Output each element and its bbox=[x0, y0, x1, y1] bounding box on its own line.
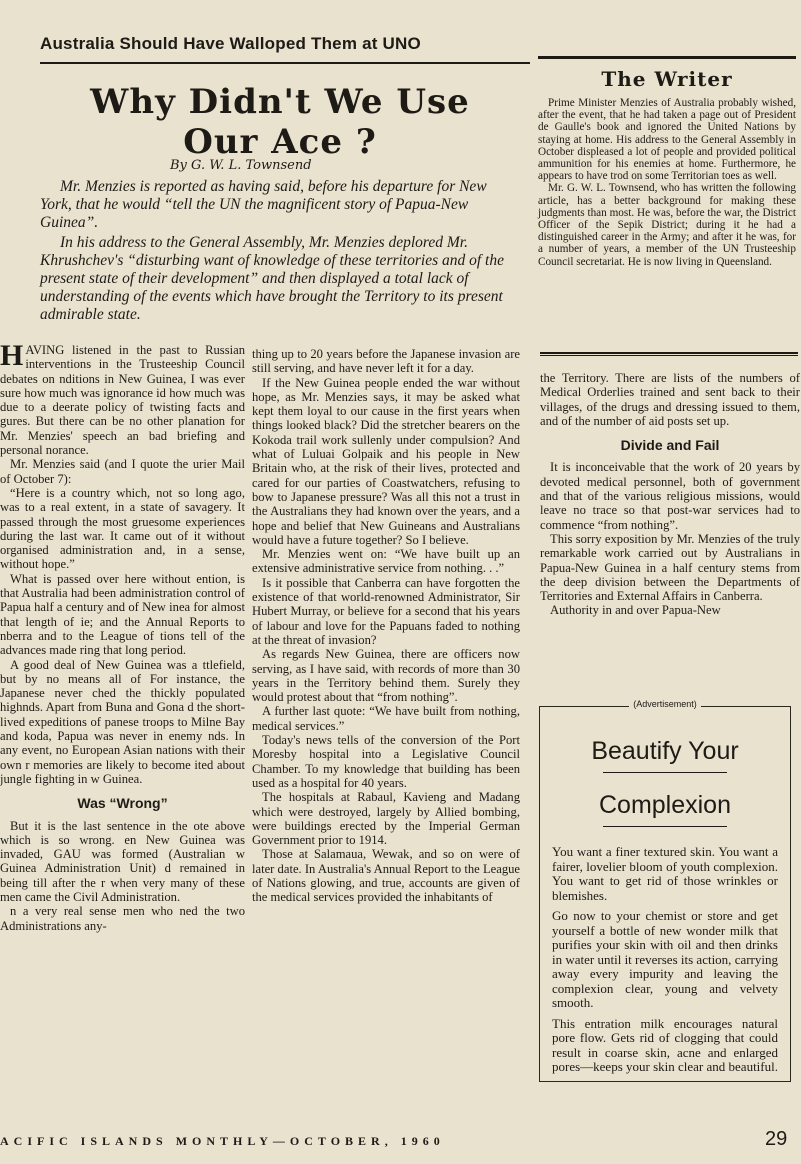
article-paragraph: A further last quote: “We have built from nothing, medical services.” bbox=[252, 704, 520, 733]
kicker-rule bbox=[40, 62, 530, 64]
subheading: Was “Wrong” bbox=[77, 795, 168, 812]
article-paragraph: Mr. Menzies said (and I quote the urier Mail of October 7): bbox=[0, 457, 245, 486]
ad-body bbox=[552, 845, 778, 1075]
writer-rule bbox=[540, 352, 798, 356]
article-paragraph: The hospitals at Rabaul, Kavieng and Madang which were destroyed, largely by Allied bombing, were buildings erected by the Imperial German Government prior to 1914. bbox=[252, 790, 520, 848]
article-paragraph: It is inconceivable that the work of 20 years by devoted medical personnel, both of government and that of the various religious missions, would leave no trace so that post-war services had to commence “from nothing”. bbox=[540, 460, 800, 532]
writer-title: The Writer bbox=[601, 67, 733, 91]
article-paragraph: If the New Guinea people ended the war without hope, as Mr. Menzies says, it may be asked what kept them loyal to our cause in the first years when things looked black? Did the stretcher bearers on the Kokoda trail work sullenly under compulsion? And what of Luluai Golpaik and his people in New Britain who, at the risk of their lives, protected and cared for our parties of Coastwatchers, refusing to bow to Japanese pressure? Was all this not a trust in the Australians they had known over the years, and a hope and belief that New Guineans and Australians would have a future together? So I believe. bbox=[252, 375, 520, 547]
article-paragraph: But it is the last sentence in the ote above which is so wrong. en New Guinea was invaded, GAU was formed (Australian w Guinea Administration Unit) d remained in being till after the r when very many of these men came the Civil Administration. bbox=[0, 818, 245, 904]
article-paragraph: Is it possible that Canberra can have forgotten the existence of that world-renowned Administrator, Sir Hubert Murray, or believe for a second that his years of labour and love for the Papuans faded to nothing at the threat of invasion? bbox=[252, 575, 520, 647]
standfirst-paragraph: In his address to the General Assembly, Mr. Menzies deplored Mr. Khrushchev's “disturbing want of knowledge of these territories and of the present state of their development” and then displayed a total lack of understanding of the events which have brought the Territory to its present admirable state. bbox=[40, 234, 504, 323]
article-paragraph: Today's news tells of the conversion of the Port Moresby hospital into a Legislative Council Chamber. To my knowledge that building has been used as a hospital for 40 years. bbox=[252, 733, 520, 790]
article-paragraph: This sorry exposition by Mr. Menzies of the truly remarkable work carried out by Australians in Papua-New Guinea in a half century stems from the deep division between the Departments of Territories and External Affairs in Canberra. bbox=[540, 531, 800, 604]
ad-divider bbox=[603, 772, 727, 773]
article-paragraph bbox=[0, 339, 245, 458]
article-title: Why Didn't We Use Our Ace ? bbox=[90, 82, 470, 162]
page-number: 29 bbox=[765, 1128, 788, 1150]
standfirst bbox=[40, 178, 515, 326]
article-paragraph: thing up to 20 years before the Japanese invasion are still serving, and have never left it for a day. bbox=[252, 347, 520, 376]
ad-headline: Complexion bbox=[598, 791, 731, 819]
writer-paragraph: Prime Minister Menzies of Australia probably wished, after the event, that he had taken a page out of President de Gaulle's book and ignored the United Nations by staying at home. His address to the General Assembly in October displeased a lot of people and provided political ammunition for his enemies at home. Furthermore, he appears to have trod on some Territorian toes as well. bbox=[538, 97, 796, 183]
article-paragraph: n a very real sense men who ned the two Administrations any- bbox=[0, 904, 245, 933]
footer-publication: ACIFIC ISLANDS MONTHLY—OCTOBER, 1960 bbox=[0, 1134, 445, 1148]
writer-box bbox=[538, 56, 796, 268]
ad-paragraph: You want a finer textured skin. You want a fairer, lovelier bloom of youth complexion. You want to get rid of those wrinkles or blemishes. bbox=[552, 844, 778, 903]
ad-paragraph: Go now to your chemist or store and get yourself a bottle of new wonder milk that purifies your skin with oil and then drinks in water until it reverses its action, carrying away every impurity and leaving the complexion clear, young and velvety smooth. bbox=[552, 908, 778, 1010]
writer-paragraph: Mr. G. W. L. Townsend, who has written the following article, has a better background for making these judgments than most. He was, before the war, the District Officer of the Sepik District; during it he had a distinguished career in the Army; and after it he was, for a number of years, a member of the UN Trusteeship Council secretariat. He is now living in Queensland. bbox=[538, 182, 796, 268]
column-left bbox=[0, 339, 245, 933]
advertisement-label: (Advertisement) bbox=[629, 699, 701, 709]
article-paragraph: A good deal of New Guinea was a ttlefield, but by no means all of For instance, the Japanese never ched the thickly populated highnds. Apart from Buna and Gona d the short-lived expeditions of panese troops to Milne Bay and koda, Papua was never in enemy nds. In any event, no European Asian nations with their own r memories are likely to become ited about jungle fighting in w Guinea. bbox=[0, 657, 245, 786]
subheading: Divide and Fail bbox=[620, 437, 720, 454]
article-paragraph: Mr. Menzies went on: “We have built up an extensive administrative service from nothing. . .” bbox=[252, 547, 520, 576]
article-paragraph: the Territory. There are lists of the numbers of Medical Orderlies trained and sent back to their villages, of the drugs and dressing issued to them, and of the number of aid posts set up. bbox=[540, 371, 800, 428]
article-paragraph: Authority in and over Papua-New bbox=[550, 603, 721, 618]
byline: By G. W. L. Townsend bbox=[170, 158, 312, 173]
standfirst-paragraph: Mr. Menzies is reported as having said, before his departure for New York, that he would “tell the UN the magnificent story of Papua-New Guinea”. bbox=[40, 178, 487, 231]
column-middle bbox=[252, 347, 520, 905]
advertisement-box bbox=[539, 699, 791, 1082]
paragraph-text: AVING listened in the past to Russian interventions in the Trusteeship Council debates on nditions in New Guinea, I was ever sure how much was ignorance id how much was due to a deerate policy of twisting facts and gures. But there can be no other planation for Mr. Menzies' speech an bad briefing and personal norance. bbox=[0, 343, 245, 458]
article-paragraph: What is passed over here without ention, is that Australia had been administration control of Papua half a century and of New inea for almost that length of ie; and the Annual Reports to nberra and to the League of tions tell of the advances made ring that long period. bbox=[0, 571, 245, 658]
ad-headline: Beautify Your bbox=[591, 737, 739, 765]
kicker-headline: Australia Should Have Walloped Them at UNO bbox=[40, 34, 421, 53]
drop-cap: H bbox=[0, 339, 24, 372]
article-paragraph: Those at Salamaua, Wewak, and so on were of later date. In Australia's Annual Report to the League of Nations glowing, and true, accounts are given of the medical services provided the inhabitants of bbox=[252, 847, 520, 905]
ad-divider bbox=[603, 826, 727, 827]
ad-paragraph: This entration milk encourages natural pore flow. Gets rid of clogging that could result in coarse skin, acne and enlarged pores—keeps your skin clear and beautiful. bbox=[552, 1015, 778, 1074]
column-right bbox=[540, 371, 800, 618]
writer-text bbox=[538, 97, 796, 268]
article-paragraph: “Here is a country which, not so long ago, was to a real extent, in a state of savagery. It passed through the most gruesome experiences during the last war. It came out of it without organised administration and, in a sense, without hope.” bbox=[0, 485, 245, 572]
article-paragraph: As regards New Guinea, there are officers now serving, as I have said, with records of more than 30 years in the Territory behind them. Surely they would protest about that “from nothing”. bbox=[252, 647, 520, 705]
